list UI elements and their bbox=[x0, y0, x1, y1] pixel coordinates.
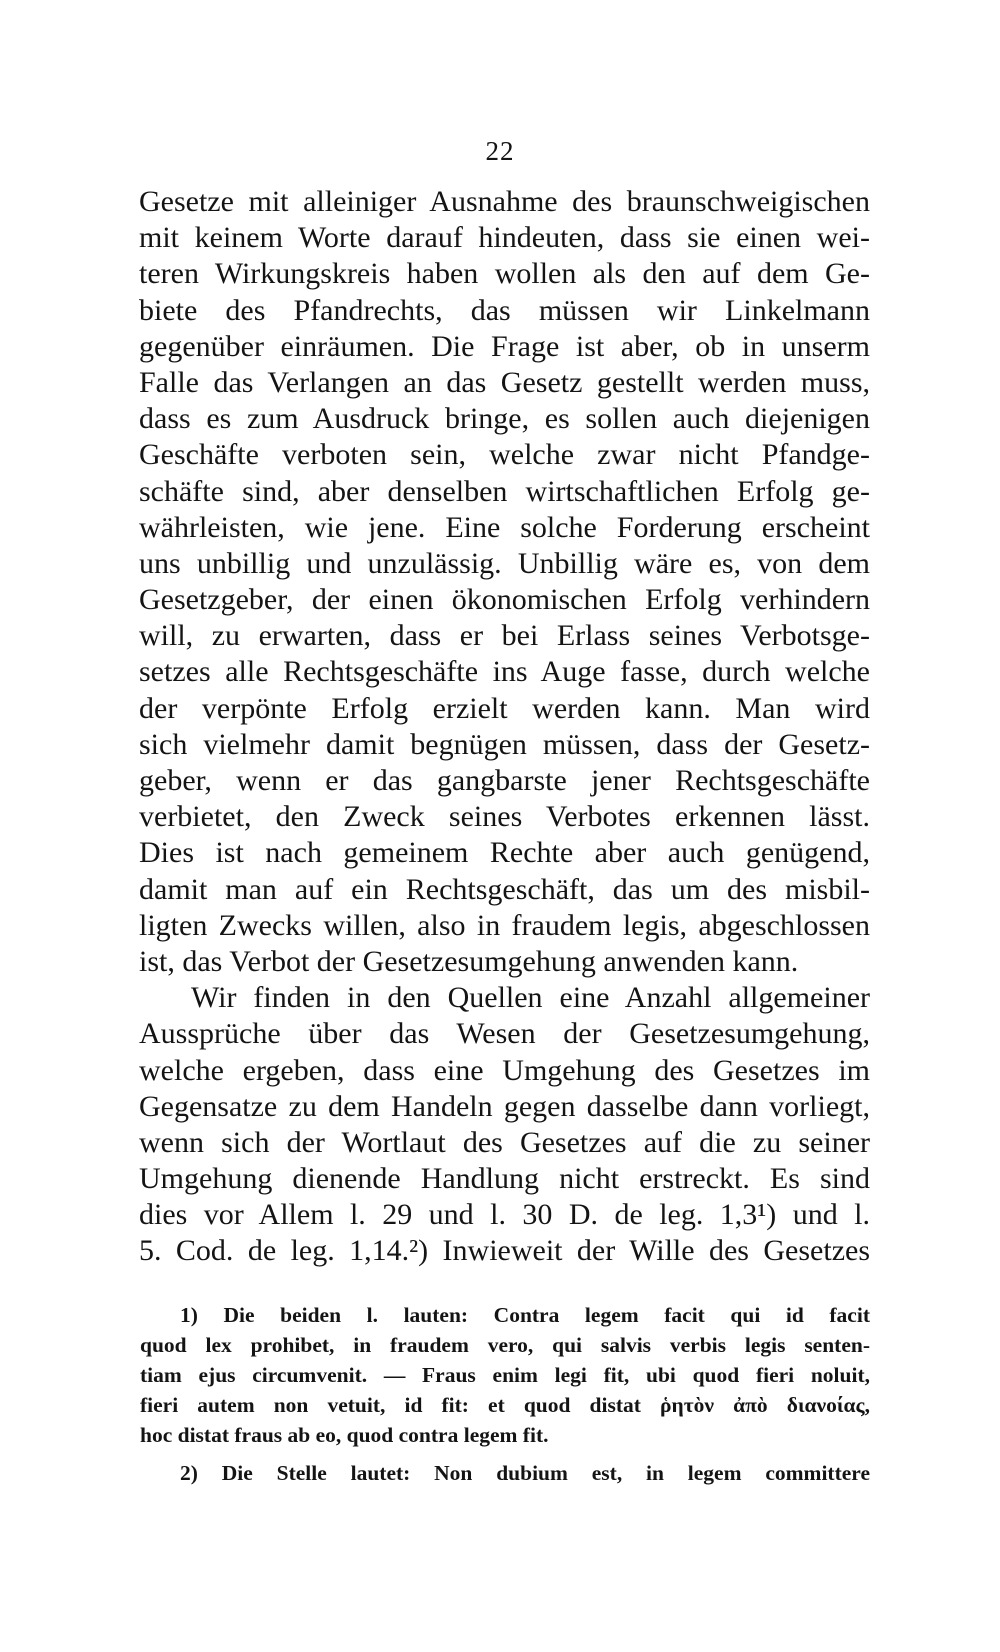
body-line: ist, das Verbot der Gesetzesumgehung anwenden kann. bbox=[139, 944, 799, 978]
body-line: verbietet, den Zweck seines Verbotes erkennen lässt. bbox=[139, 800, 870, 834]
body-line: dass es zum Ausdruck bringe, es sollen auch diejenigen bbox=[139, 402, 870, 436]
body-line: Falle das Verlangen an das Gesetz gestellt werden muss, bbox=[139, 365, 870, 399]
body-line: welche ergeben, dass eine Umgehung des Gesetzes im bbox=[139, 1053, 870, 1087]
footnote-1-line: tiam ejus circumvenit. — Fraus enim legi fit, ubi quod fieri noluit, bbox=[140, 1363, 870, 1387]
body-line: setzes alle Rechtsgeschäfte ins Auge fasse, durch welche bbox=[139, 655, 870, 689]
body-line: Gesetzgeber, der einen ökonomischen Erfolg verhindern bbox=[139, 583, 870, 617]
body-line: Gegensatze zu dem Handeln gegen dasselbe dann vorliegt, bbox=[139, 1089, 870, 1123]
footnotes bbox=[140, 1300, 870, 1488]
body-line: damit man auf ein Rechtsgeschäft, das um des misbil- bbox=[139, 872, 870, 906]
body-line: schäfte sind, aber denselben wirtschaftlichen Erfolg ge- bbox=[139, 474, 870, 508]
body-line: uns unbillig und unzulässig. Unbillig wäre es, von dem bbox=[139, 546, 870, 580]
body-line: Gesetze mit alleiniger Ausnahme des braunschweigischen bbox=[139, 185, 870, 218]
body-line: sich vielmehr damit begnügen müssen, dass der Gesetz- bbox=[139, 727, 870, 761]
body-line: teren Wirkungskreis haben wollen als den auf dem Ge- bbox=[139, 257, 870, 291]
body-line: dies vor Allem l. 29 und l. 30 D. de leg. 1,3¹) und l. bbox=[139, 1198, 870, 1232]
paragraph-start-line: Wir finden in den Quellen eine Anzahl allgemeiner bbox=[191, 981, 870, 1015]
footnote-1-line: quod lex prohibet, in fraudem vero, qui salvis verbis legis senten- bbox=[140, 1333, 870, 1357]
body-line: will, zu erwarten, dass er bei Erlass seines Verbotsge- bbox=[139, 619, 870, 653]
body-line: mit keinem Worte darauf hindeuten, dass sie einen wei- bbox=[139, 221, 870, 255]
footnote-1-line: fieri autem non vetuit, id fit: et quod distat ῥητὸν ἀπὸ διανοίας, bbox=[140, 1393, 870, 1417]
body-line: Aussprüche über das Wesen der Gesetzesumgehung, bbox=[139, 1017, 870, 1051]
body-line: währleisten, wie jene. Eine solche Forderung erscheint bbox=[139, 510, 870, 544]
body-line: gegenüber einräumen. Die Frage ist aber, ob in unserm bbox=[139, 329, 870, 363]
footnote-2-line: 2) Die Stelle lautet: Non dubium est, in legem committere bbox=[180, 1461, 870, 1485]
body-line: wenn sich der Wortlaut des Gesetzes auf die zu seiner bbox=[139, 1125, 870, 1159]
body-line: geber, wenn er das gangbarste jener Rechtsgeschäfte bbox=[139, 764, 870, 797]
body-line: 5. Cod. de leg. 1,14.²) Inwieweit der Wille des Gesetzes bbox=[139, 1234, 870, 1268]
body-line: Umgehung dienende Handlung nicht erstreckt. Es sind bbox=[139, 1162, 870, 1196]
body-line: Geschäfte verboten sein, welche zwar nicht Pfandge- bbox=[139, 438, 870, 472]
page-number: 22 bbox=[485, 136, 515, 166]
footnote-1-line: hoc distat fraus ab eo, quod contra legem fit. bbox=[140, 1423, 549, 1447]
body-line: der verpönte Erfolg erzielt werden kann. Man wird bbox=[139, 691, 870, 725]
footnote-gap bbox=[140, 1450, 870, 1458]
footnote-1-line: 1) Die beiden l. lauten: Contra legem facit qui id facit bbox=[180, 1303, 870, 1327]
body-line: Dies ist nach gemeinem Rechte aber auch genügend, bbox=[139, 836, 870, 870]
body-line: ligten Zwecks willen, also in fraudem legis, abgeschlossen bbox=[139, 908, 870, 942]
body-text bbox=[139, 184, 870, 1270]
body-line: biete des Pfandrechts, das müssen wir Linkelmann bbox=[139, 293, 870, 327]
